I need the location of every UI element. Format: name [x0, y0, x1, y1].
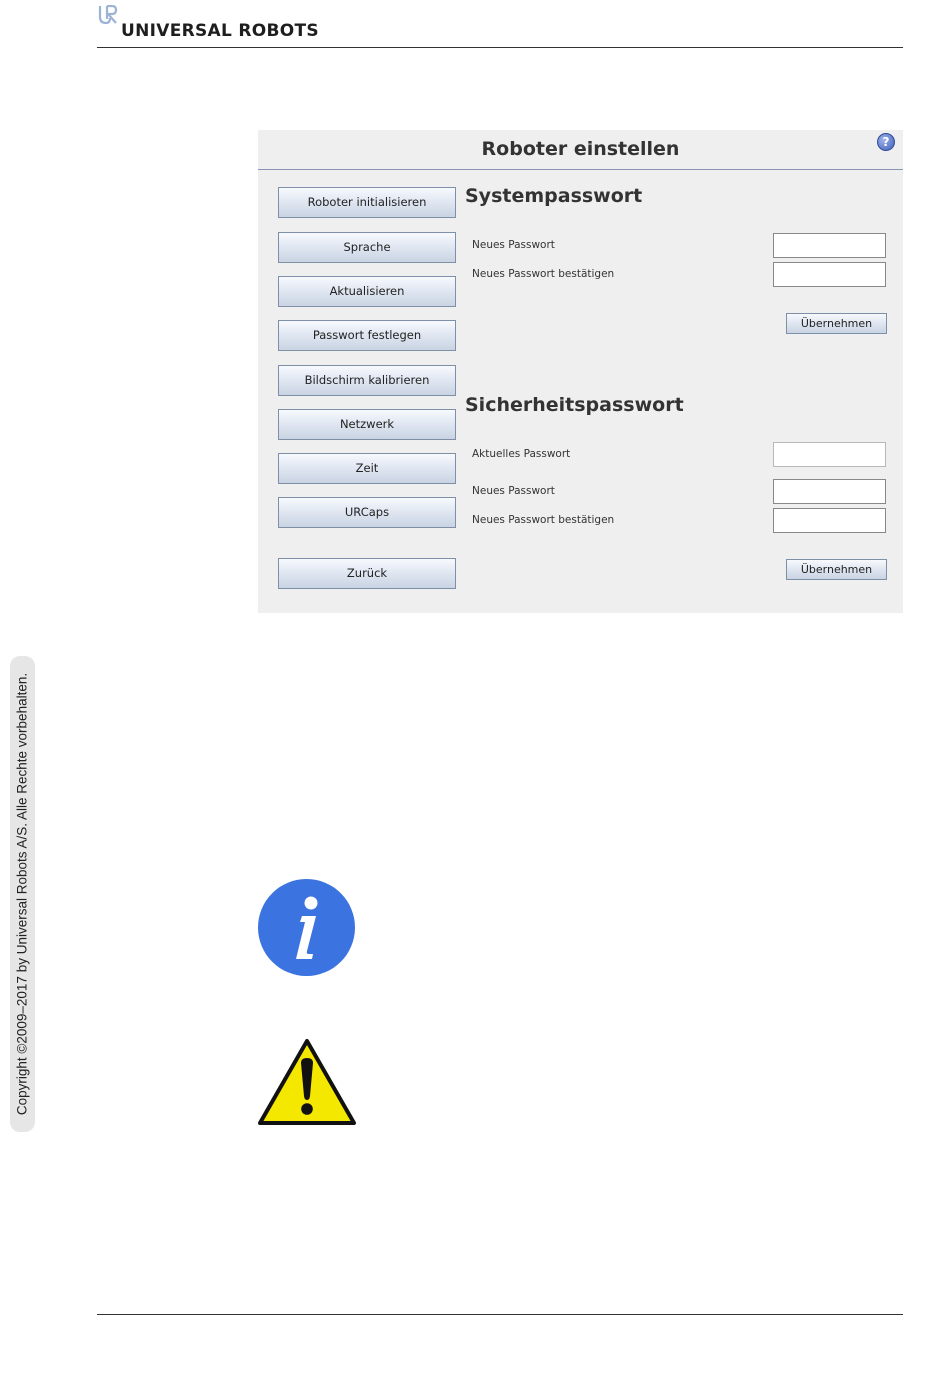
- system-confirm-password-label: Neues Passwort bestätigen: [472, 268, 615, 280]
- menu-initialize-robot-button[interactable]: Roboter initialisieren: [278, 187, 456, 218]
- copyright-text: Copyright ©2009–2017 by Universal Robots A/S. Alle Rechte vorbehalten.: [14, 672, 30, 1116]
- panel-header: [258, 130, 903, 170]
- safety-password-title: Sicherheitspasswort: [465, 394, 684, 416]
- system-password-title: Systempasswort: [465, 185, 643, 207]
- safety-confirm-password-label: Neues Passwort bestätigen: [472, 514, 615, 526]
- system-new-password-input[interactable]: [773, 233, 886, 258]
- system-new-password-label: Neues Passwort: [472, 239, 555, 251]
- safety-current-password-label: Aktuelles Passwort: [472, 448, 571, 460]
- safety-password-apply-button[interactable]: Übernehmen: [786, 559, 887, 580]
- system-password-apply-button[interactable]: Übernehmen: [786, 313, 887, 334]
- warning-icon: [257, 1038, 357, 1126]
- ur-logo-icon: [98, 5, 118, 25]
- back-button[interactable]: Zurück: [278, 558, 456, 589]
- menu-urcaps-button[interactable]: URCaps: [278, 497, 456, 528]
- info-icon: [258, 879, 355, 976]
- robot-setup-panel: [258, 130, 903, 613]
- safety-new-password-label: Neues Passwort: [472, 485, 555, 497]
- safety-confirm-password-input[interactable]: [773, 508, 886, 533]
- help-icon[interactable]: ?: [877, 133, 895, 151]
- menu-set-password-button[interactable]: Passwort festlegen: [278, 320, 456, 351]
- menu-language-button[interactable]: Sprache: [278, 232, 456, 263]
- menu-calibrate-screen-button[interactable]: Bildschirm kalibrieren: [278, 365, 456, 396]
- header-rule: [97, 47, 903, 48]
- menu-update-button[interactable]: Aktualisieren: [278, 276, 456, 307]
- brand-name: UNIVERSAL ROBOTS: [121, 21, 319, 41]
- footer-rule: [97, 1314, 903, 1315]
- safety-new-password-input[interactable]: [773, 479, 886, 504]
- panel-title: Roboter einstellen: [481, 138, 680, 160]
- menu-time-button[interactable]: Zeit: [278, 453, 456, 484]
- safety-current-password-input[interactable]: [773, 442, 886, 467]
- menu-network-button[interactable]: Netzwerk: [278, 409, 456, 440]
- system-confirm-password-input[interactable]: [773, 262, 886, 287]
